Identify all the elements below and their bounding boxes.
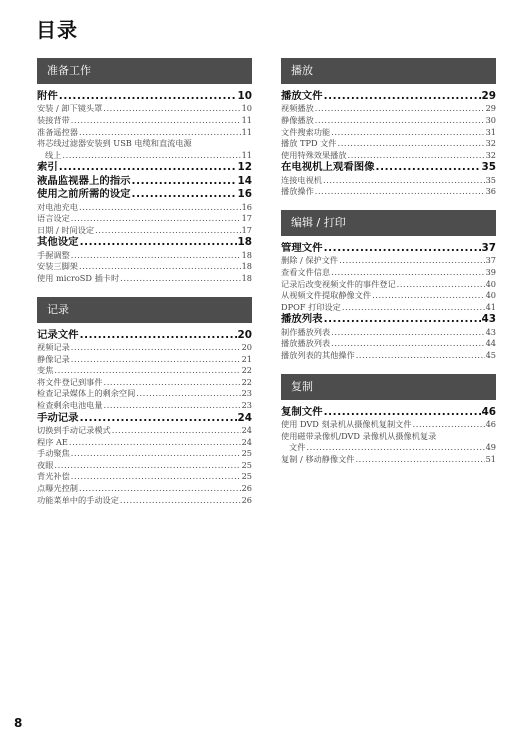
toc-entry[interactable] (37, 388, 252, 400)
dot-leader (132, 188, 237, 201)
dot-leader (331, 267, 484, 279)
toc-entry-page: 20 (237, 328, 252, 341)
toc-entry-page: 40 (485, 278, 496, 289)
toc-entry-page: 29 (481, 90, 496, 102)
dot-leader (69, 437, 241, 449)
dot-leader (71, 471, 241, 483)
toc-entry[interactable] (281, 127, 496, 139)
toc-entry-title: 使用之前所需的设定 (37, 188, 131, 201)
toc-entry-page: 24 (241, 424, 252, 435)
toc-entry-page: 16 (237, 188, 252, 201)
toc-entry-title: 使用 DVD 刻录机从摄像机复制文件 (281, 418, 412, 429)
toc-entry[interactable] (37, 250, 252, 262)
toc-entry-page: 17 (241, 213, 252, 224)
dot-leader (95, 225, 240, 237)
toc-entry-page: 11 (241, 126, 252, 137)
toc-entry-title: 使用特殊效果播放 (281, 149, 347, 160)
toc-entry-page: 10 (241, 103, 252, 114)
toc-entry-page: 40 (485, 290, 496, 301)
toc-entry-title: 手动聚焦 (37, 448, 70, 459)
toc-entry[interactable] (37, 354, 252, 366)
dot-leader (338, 138, 485, 150)
toc-entry[interactable] (37, 261, 252, 273)
toc-entry-title: 日期 / 时间设定 (37, 224, 95, 235)
toc-entry-page: 35 (481, 161, 496, 174)
toc-entry[interactable] (281, 290, 496, 302)
toc-entry-title: DPOF 打印设定 (281, 301, 341, 312)
toc-entry-title: 切换到手动记录模式 (37, 424, 111, 435)
toc-entry[interactable] (281, 115, 496, 127)
dot-leader (104, 400, 241, 412)
dot-leader (120, 495, 241, 507)
dot-leader (104, 377, 241, 389)
toc-entry-title: 制作播放列表 (281, 326, 331, 337)
toc-entry-title: 视频记录 (37, 341, 70, 352)
toc-entry[interactable] (37, 471, 252, 483)
toc-entry-title: 文件搜索功能 (281, 126, 331, 137)
left-column (37, 58, 252, 506)
toc-entry[interactable] (37, 400, 252, 412)
toc-entry-title: 播放操作 (281, 186, 314, 197)
toc-entry-page: 36 (485, 186, 496, 197)
toc-entry-page: 41 (485, 301, 496, 312)
toc-entry[interactable] (37, 273, 252, 285)
toc-list-edit (281, 242, 496, 362)
toc-entry-page: 35 (485, 174, 496, 185)
toc-entry-page: 16 (241, 201, 252, 212)
dot-leader (324, 242, 481, 255)
toc-entry-title: 检查剩余电池电量 (37, 399, 103, 410)
dot-leader (59, 161, 237, 174)
toc-entry-title: 使用 microSD 插卡时 (37, 272, 120, 283)
dot-leader (376, 161, 481, 174)
dot-leader (79, 483, 241, 495)
toc-entry-page: 30 (485, 115, 496, 125)
dot-leader (306, 442, 484, 454)
toc-entry[interactable] (37, 365, 252, 377)
toc-entry-title: 其他设定 (37, 236, 79, 249)
toc-entry[interactable] (281, 279, 496, 291)
toc-entry-title: 手动记录 (37, 411, 79, 424)
toc-heading-entry[interactable] (37, 188, 252, 201)
dot-leader (413, 419, 485, 431)
dot-leader (79, 127, 241, 139)
toc-entry-title: 线上 (45, 149, 62, 160)
section-header-playback: 播放 (281, 58, 496, 84)
toc-entry-page: 37 (485, 255, 496, 266)
dot-leader (397, 279, 485, 291)
toc-list-playback (281, 90, 496, 198)
toc-entry-title: 手握调整 (37, 249, 70, 260)
toc-entry-title: 查看文件信息 (281, 266, 331, 277)
toc-entry[interactable] (281, 338, 496, 350)
page-number: 8 (14, 716, 23, 730)
toc-entry-title: 点曝光控制 (37, 482, 78, 493)
dot-leader (315, 115, 485, 127)
toc-entry-page: 18 (241, 261, 252, 272)
toc-heading-entry[interactable] (281, 161, 496, 174)
toc-entry-title: 变焦 (37, 365, 54, 376)
dot-leader (103, 103, 240, 115)
toc-entry-title: 播放播放列表 (281, 338, 331, 349)
dot-leader (331, 338, 484, 350)
section-header-copy: 复制 (281, 374, 496, 400)
toc-heading-entry[interactable] (37, 161, 252, 174)
toc-entry-page: 46 (481, 405, 496, 418)
toc-entry[interactable] (281, 327, 496, 339)
toc-entry-page: 25 (241, 459, 252, 470)
section-header-record: 记录 (37, 297, 252, 323)
dot-leader (112, 425, 241, 437)
toc-entry-title: 装接背带 (37, 115, 70, 125)
dot-leader (79, 261, 241, 273)
toc-entry-first-line: 使用磁带录像机/DVD 录像机从摄像机复录 (281, 430, 437, 441)
toc-entry-title: 文件 (289, 442, 306, 453)
toc-entry-page: 14 (237, 174, 252, 187)
toc-list-prep (37, 90, 252, 285)
toc-entry[interactable] (281, 186, 496, 198)
toc-entry-page: 23 (241, 399, 252, 410)
toc-entry-page: 51 (485, 453, 496, 464)
toc-entry-page: 10 (237, 90, 252, 102)
toc-entry[interactable] (37, 202, 252, 214)
dot-leader (71, 115, 241, 127)
toc-entry-page: 25 (241, 448, 252, 459)
toc-heading-entry[interactable] (281, 406, 496, 419)
toc-heading-entry[interactable] (37, 90, 252, 103)
toc-list-copy (281, 406, 496, 466)
toc-entry-page: 32 (485, 138, 496, 149)
dot-leader (372, 290, 485, 302)
toc-entry[interactable] (281, 138, 496, 150)
toc-entry-page: 31 (485, 126, 496, 137)
toc-entry-title: 从视频文件提取静像文件 (281, 290, 372, 301)
page-title: 目录 (36, 18, 78, 42)
toc-entry[interactable] (37, 425, 252, 437)
dot-leader (356, 350, 485, 362)
dot-leader (80, 329, 237, 342)
toc-entry-page: 23 (241, 388, 252, 399)
dot-leader (315, 186, 485, 198)
toc-entry[interactable] (281, 103, 496, 115)
toc-entry-title: 检查记录媒体上的剩余空间 (37, 388, 136, 399)
toc-entry-page: 18 (241, 272, 252, 283)
toc-entry-title: 删除 / 保护文件 (281, 255, 339, 266)
toc-entry-page: 25 (241, 471, 252, 482)
toc-entry-first-line: 将芯线过滤器安装到 USB 电缆和直流电源 (37, 138, 192, 149)
toc-entry-title: 播放文件 (281, 90, 323, 102)
toc-entry-page: 43 (485, 326, 496, 337)
toc-entry-title: 复制 / 移动静像文件 (281, 453, 355, 464)
toc-entry-title: 静像播放 (281, 115, 314, 125)
dot-leader (136, 388, 240, 400)
toc-entry-title: 安装三脚架 (37, 261, 78, 272)
toc-entry-title: 准备遥控器 (37, 126, 78, 137)
toc-entry-page: 44 (485, 338, 496, 349)
dot-leader (323, 175, 485, 187)
toc-entry-title: 记录后改变视频文件的事件登记 (281, 278, 396, 289)
toc-entry[interactable] (37, 127, 252, 139)
toc-entry-page: 39 (485, 266, 496, 277)
toc-entry[interactable] (281, 255, 496, 267)
toc-entry[interactable] (37, 495, 252, 507)
toc-entry-page: 49 (485, 442, 496, 453)
dot-leader (80, 236, 237, 249)
dot-leader (324, 90, 481, 103)
toc-entry-page: 46 (485, 418, 496, 429)
toc-entry[interactable] (37, 448, 252, 460)
toc-entry-title: 在电视机上观看图像 (281, 161, 375, 174)
dot-leader (79, 202, 241, 214)
toc-entry-title: 复制文件 (281, 405, 323, 418)
toc-entry-page: 24 (241, 436, 252, 447)
toc-entry-page: 45 (485, 349, 496, 360)
toc-heading-entry[interactable] (281, 242, 496, 255)
toc-entry-page: 24 (237, 411, 252, 424)
toc-entry[interactable] (37, 483, 252, 495)
dot-leader (120, 273, 240, 285)
toc-entry[interactable] (37, 342, 252, 354)
dot-leader (331, 127, 484, 139)
toc-entry-title: 液晶监视器上的指示 (37, 174, 131, 187)
toc-entry-page: 32 (485, 149, 496, 160)
toc-heading-entry[interactable] (281, 313, 496, 326)
toc-entry-title: 程序 AE (37, 436, 68, 447)
toc-entry-title: 管理文件 (281, 241, 323, 254)
toc-entry-title: 连接电视机 (281, 174, 322, 185)
right-column (281, 58, 496, 465)
dot-leader (54, 460, 240, 472)
toc-entry[interactable] (37, 377, 252, 389)
toc-entry-title: 静像记录 (37, 353, 70, 364)
toc-entry[interactable] (37, 150, 252, 162)
toc-entry-page: 22 (241, 365, 252, 376)
toc-entry-page: 11 (241, 115, 252, 125)
toc-entry-title: 附件 (37, 90, 58, 102)
toc-entry-page: 26 (241, 494, 252, 505)
toc-entry-page: 22 (241, 376, 252, 387)
toc-entry-title: 记录文件 (37, 328, 79, 341)
toc-entry-title: 安装 / 卸下镜头罩 (37, 103, 103, 114)
toc-entry[interactable] (281, 442, 496, 454)
toc-entry-title: 播放列表 (281, 313, 323, 326)
dot-leader (59, 90, 237, 103)
dot-leader (71, 342, 241, 354)
toc-entry[interactable] (37, 103, 252, 115)
toc-entry[interactable] (281, 419, 496, 431)
dot-leader (339, 255, 484, 267)
dot-leader (324, 313, 481, 326)
toc-entry-title: 播放列表的其他操作 (281, 349, 355, 360)
toc-entry-page: 18 (241, 249, 252, 260)
toc-entry[interactable] (281, 175, 496, 187)
dot-leader (71, 213, 241, 225)
dot-leader (355, 454, 484, 466)
toc-entry-page: 37 (481, 241, 496, 254)
toc-entry-page: 26 (241, 482, 252, 493)
toc-entry-title: 索引 (37, 161, 58, 174)
toc-entry-page: 17 (241, 224, 252, 235)
section-header-edit: 编辑 / 打印 (281, 210, 496, 236)
toc-entry-page: 21 (241, 353, 252, 364)
dot-leader (54, 365, 240, 377)
toc-entry-page: 18 (237, 236, 252, 249)
toc-entry[interactable] (37, 437, 252, 449)
toc-entry[interactable] (37, 225, 252, 237)
dot-leader (342, 302, 485, 314)
toc-heading-entry[interactable] (37, 236, 252, 249)
dot-leader (71, 448, 241, 460)
toc-entry-title: 播放 TPD 文件 (281, 138, 337, 149)
dot-leader (324, 406, 481, 419)
toc-entry-page: 29 (485, 103, 496, 114)
toc-entry-title: 背光补偿 (37, 471, 70, 482)
toc-heading-entry[interactable] (37, 329, 252, 342)
toc-entry[interactable] (37, 213, 252, 225)
dot-leader (80, 412, 237, 425)
toc-entry[interactable] (281, 350, 496, 362)
toc-list-record (37, 329, 252, 507)
toc-entry[interactable] (37, 115, 252, 127)
dot-leader (331, 327, 484, 339)
toc-heading-entry[interactable] (281, 90, 496, 103)
section-header-prep: 准备工作 (37, 58, 252, 84)
toc-entry-page: 43 (481, 313, 496, 326)
toc-entry-title: 语言设定 (37, 213, 70, 224)
toc-entry-page: 12 (237, 161, 252, 174)
toc-entry[interactable] (281, 150, 496, 162)
toc-entry-title: 功能菜单中的手动设定 (37, 494, 119, 505)
dot-leader (132, 175, 237, 188)
toc-entry-title: 对电池充电 (37, 201, 78, 212)
dot-leader (71, 250, 241, 262)
toc-entry[interactable] (37, 460, 252, 472)
toc-entry-title: 将文件登记到事件 (37, 376, 103, 387)
toc-heading-entry[interactable] (37, 175, 252, 188)
toc-entry-page: 20 (241, 341, 252, 352)
toc-entry-page: 11 (241, 149, 252, 160)
toc-entry-title: 夜眼 (37, 459, 54, 470)
dot-leader (315, 103, 485, 115)
toc-heading-entry[interactable] (37, 412, 252, 425)
toc-entry-title: 视频播放 (281, 103, 314, 114)
toc-entry[interactable] (281, 302, 496, 314)
toc-entry[interactable] (281, 454, 496, 466)
dot-leader (71, 354, 241, 366)
toc-entry[interactable] (281, 267, 496, 279)
dot-leader (62, 150, 240, 162)
dot-leader (348, 150, 485, 162)
